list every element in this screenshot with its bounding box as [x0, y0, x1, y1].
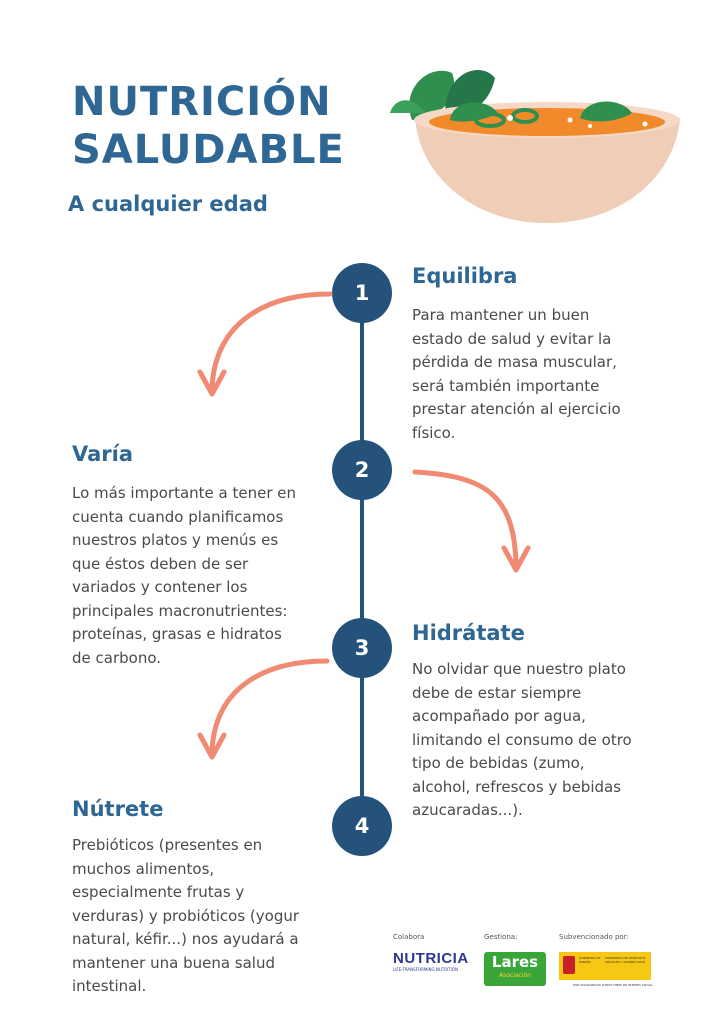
text-line: proteínas, grasas e hidratos: [72, 625, 282, 643]
title-line-1: NUTRICIÓN: [72, 79, 332, 125]
title-line-2: SALUDABLE: [72, 127, 345, 173]
text-line: limitando el consumo de otro: [412, 730, 632, 749]
text-line: verduras) y probióticos (yogur: [72, 906, 300, 925]
text-line: que éstos deben de ser: [72, 554, 249, 573]
text-line: especialmente frutas y: [72, 883, 245, 901]
step-1-heading: Equilibra: [412, 264, 518, 288]
text-line: natural, kéfir...) nos ayudará a: [72, 930, 299, 948]
curved-arrow-icon: [195, 288, 335, 403]
text-line: intestinal.: [72, 977, 147, 995]
page-subtitle: A cualquier edad: [68, 192, 268, 216]
step-4-text: [72, 834, 299, 999]
step-3-circle: 3: [332, 618, 392, 678]
page-title: [72, 78, 345, 174]
step-1-circle: 1: [332, 263, 392, 323]
text-line: cuenta cuando planificamos: [72, 507, 284, 526]
text-line: alcohol, refrescos y bebidas: [412, 777, 622, 796]
coat-of-arms-icon: [563, 956, 575, 974]
gov-name: GOBIERNO DE ESPAÑA: [579, 956, 601, 964]
lares-logo: [484, 952, 546, 986]
step-2-circle: 2: [332, 440, 392, 500]
text-line: tipo de bebidas (zumo,: [412, 754, 585, 772]
subsidy-label: Subvencionado por:: [559, 933, 629, 941]
text-line: estado de salud y evitar la: [412, 329, 612, 348]
text-line: principales macronutrientes:: [72, 601, 288, 620]
text-line: pérdida de masa muscular,: [412, 353, 617, 371]
lares-name: Lares: [491, 953, 539, 971]
step-3-heading: Hidrátate: [412, 621, 525, 645]
text-line: prestar atención al ejercicio: [412, 400, 621, 418]
manage-label: Gestiona:: [484, 933, 518, 941]
text-line: azucaradas...).: [412, 801, 523, 819]
text-line: Lo más importante a tener en: [72, 484, 297, 502]
timeline-line: [360, 290, 364, 830]
collab-label: Colabora: [393, 933, 425, 941]
step-3-text: [412, 658, 632, 823]
nutricia-name: NUTRICIA: [393, 950, 469, 967]
ministry-name: MINISTERIO DE DERECHOS SOCIALES Y AGENDA 2030: [605, 956, 646, 964]
curved-arrow-icon: [412, 466, 537, 578]
curved-arrow-icon: [195, 655, 335, 765]
step-1-text: [412, 304, 621, 445]
text-line: debe de estar siempre: [412, 683, 582, 702]
text-line: acompañado por agua,: [412, 707, 586, 725]
lares-sub: Asociación: [499, 972, 531, 979]
nutricia-logo: [393, 950, 473, 972]
text-line: variados y contener los: [72, 578, 248, 596]
text-line: No olvidar que nuestro plato: [412, 660, 626, 678]
text-line: muchos alimentos,: [72, 859, 215, 878]
step-2-text: [72, 482, 296, 670]
subsidy-note: POR SOLIDARIDAD OTROS FINES DE INTERÉS SOCIAL: [573, 983, 653, 987]
text-line: mantener una buena salud: [72, 953, 275, 972]
text-line: de carbono.: [72, 648, 162, 667]
nutricia-tagline: LIFE-TRANSFORMING NUTRITION: [393, 967, 458, 972]
text-line: físico.: [412, 423, 456, 442]
step-4-heading: Nútrete: [72, 797, 164, 821]
text-line: Prebióticos (presentes en: [72, 836, 263, 854]
text-line: nuestros platos y menús es: [72, 531, 279, 549]
step-2-heading: Varía: [72, 442, 134, 466]
soup-bowl-icon: [390, 58, 690, 228]
government-logo: [559, 952, 651, 980]
text-line: será también importante: [412, 376, 600, 395]
step-4-circle: 4: [332, 796, 392, 856]
text-line: Para mantener un buen: [412, 306, 590, 324]
